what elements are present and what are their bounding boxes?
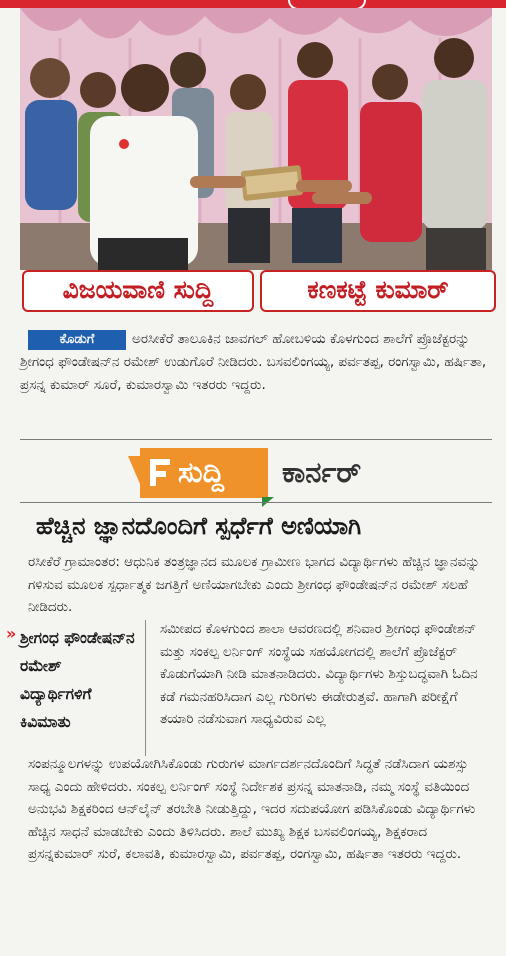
section-title-corner: ಕಾರ್ನರ್ <box>282 455 362 489</box>
section-title-suddi: ಸುದ್ದಿ <box>178 455 224 489</box>
pull-quote-divider <box>145 620 146 756</box>
photo-caption-right: ಕಣಕಟ್ಟೆ ಕುಮಾರ್ <box>260 270 496 312</box>
news-photo <box>20 8 492 270</box>
article-paragraph-3: ಸಂಪನ್ಮೂಲಗಳನ್ನು ಉಪಯೋಗಿಸಿಕೊಂಡು ಗುರುಗಳ ಮಾರ್ಗದರ್ಶನದೊಂದಿಗೆ ಸಿದ್ಧತೆ ನಡೆಸಿದಾಗ ಯಶಸ್ಸು ಸಾಧ್ಯ ಎಂದು ಹೇಳಿದರು. ಸಂಕಲ್ಪ ಲರ್ನಿಂಗ್ ಸಂಸ್ಥೆ ನಿರ್ದೇಶಕ ಪ್ರಸನ್ನ ಮಾತನಾಡಿ, ನಮ್ಮ ಸಂಸ್ಥೆ ವತಿಯಿಂದ ಅನುಭವಿ ಶಿಕ್ಷಕರಿಂದ ಆನ್‌ಲೈನ್ ತರಬೇತಿ ನೀಡುತ್ತಿದ್ದು, ಇದರ ಸದುಪಯೋಗ ಪಡಿಸಿಕೊಂಡು ವಿದ್ಯಾರ್ಥಿಗಳು ಹೆಚ್ಚಿನ ಸಾಧನೆ ಮಾಡಬೇಕು ಎಂದು ತಿಳಿಸಿದರು. ಶಾಲೆ ಮುಖ್ಯ ಶಿಕ್ಷಕ ಬಸವಲಿಂಗಯ್ಯ, ಶಿಕ್ಷಕರಾದ ಪ್ರಸನ್ನಕುಮಾರ್ ಸುರೆ, ಕಲಾವತಿ, ಕುಮಾರಸ್ವಾಮಿ, ಪರ್ವತಪ್ಪ, ರಂಗಸ್ವಾಮಿ, ಹರ್ಷಿತಾ ಇತರರು ಇದ್ದರು. <box>28 756 476 862</box>
pull-quote: ಶ್ರೀಗಂಧ ಫೌಂಡೇಷನ್‌ನ ರಮೇಶ್ ವಿದ್ಯಾರ್ಥಿಗಳಿಗೆ ಕಿವಿಮಾತು <box>20 629 135 731</box>
photo-caption-text: ಅರಸೀಕೆರೆ ತಾಲೂಕಿನ ಜಾವಗಲ್ ಹೋಬಳಿಯ ಕೊಳಗುಂದ ಶಾಲೆಗೆ ಪ್ರೊಜೆಕ್ಟರನ್ನು ಶ್ರೀಗಂಧ ಫೌಂಡೇಷನ್‌ನ ರಮೇಶ್ ಉಡುಗೊರೆ ನೀಡಿದರು. ಬಸವಲಿಂಗಯ್ಯ, ಪರ್ವತಪ್ಪ, ರಂಗಸ್ವಾಮಿ, ಹರ್ಷಿತಾ, ಪ್ರಸನ್ನ ಕುಮಾರ್ ಸೂರೆ, ಕುಮಾರಸ್ವಾಮಿ ಇತರರು ಇದ್ದರು. <box>20 331 487 393</box>
article-paragraph-1: ರಸೀಕೆರೆ ಗ್ರಾಮಾಂತರ: ಆಧುನಿಕ ತಂತ್ರಜ್ಞಾನದ ಮೂಲಕ ಗ್ರಾಮೀಣ ಭಾಗದ ವಿದ್ಯಾರ್ಥಿಗಳು ಹೆಚ್ಚಿನ ಜ್ಞಾನವನ್ನು ಗಳಿಸುವ ಮೂಲಕ ಸ್ಪರ್ಧಾತ್ಮಕ ಜಗತ್ತಿಗೆ ಅಣಿಯಾಗಬೇಕು ಎಂದು ಶ್ರೀಗಂಧ ಫೌಂಡೇಷನ್‌ನ ರಮೇಶ್ ಸಲಹೆ ನೀಡಿದರು. <box>28 554 480 615</box>
suddi-corner-tail <box>128 456 140 484</box>
location-tag: ಕೊಡುಗೆ <box>28 330 126 350</box>
corner-logo-icon <box>148 457 172 488</box>
pull-quote-marker: » <box>6 624 17 643</box>
headline-divider <box>20 502 492 503</box>
masthead-band <box>0 0 506 8</box>
article-headline: ಹೆಚ್ಚಿನ ಜ್ಞಾನದೊಂದಿಗೆ ಸ್ಪರ್ಧೆಗೆ ಅಣಿಯಾಗಿ <box>36 512 362 540</box>
section-divider <box>20 439 492 440</box>
photo-caption-left: ವಿಜಯವಾಣಿ ಸುದ್ದಿ <box>22 270 254 312</box>
article-paragraph-2: ಸಮೀಪದ ಕೊಳಗುಂದ ಶಾಲಾ ಆವರಣದಲ್ಲಿ ಶನಿವಾರ ಶ್ರೀಗಂಧ ಫೌಂಡೇಶನ್ ಮತ್ತು ಸಂಕಲ್ಪ ಲರ್ನಿಂಗ್ ಸಂಸ್ಥೆಯ ಸಹಯೋಗದಲ್ಲಿ ಶಾಲೆಗೆ ಪ್ರೊಜೆಕ್ಟರ್ ಕೊಡುಗೆಯಾಗಿ ನೀಡಿ ಮಾತನಾಡಿದರು. ವಿದ್ಯಾರ್ಥಿಗಳು ಶಿಸ್ತುಬದ್ಧವಾಗಿ ಓದಿನ ಕಡೆ ಗಮನಹರಿಸಿದಾಗ ಎಲ್ಲ ಗುರಿಗಳು ಈಡೇರುತ್ತವೆ. ಹಾಗಾಗಿ ಪರೀಕ್ಷೆಗೆ ತಯಾರಿ ನಡೆಸುವಾಗ ಸಾಧ್ಯವಿರುವ ಎಲ್ಲ <box>160 621 478 727</box>
